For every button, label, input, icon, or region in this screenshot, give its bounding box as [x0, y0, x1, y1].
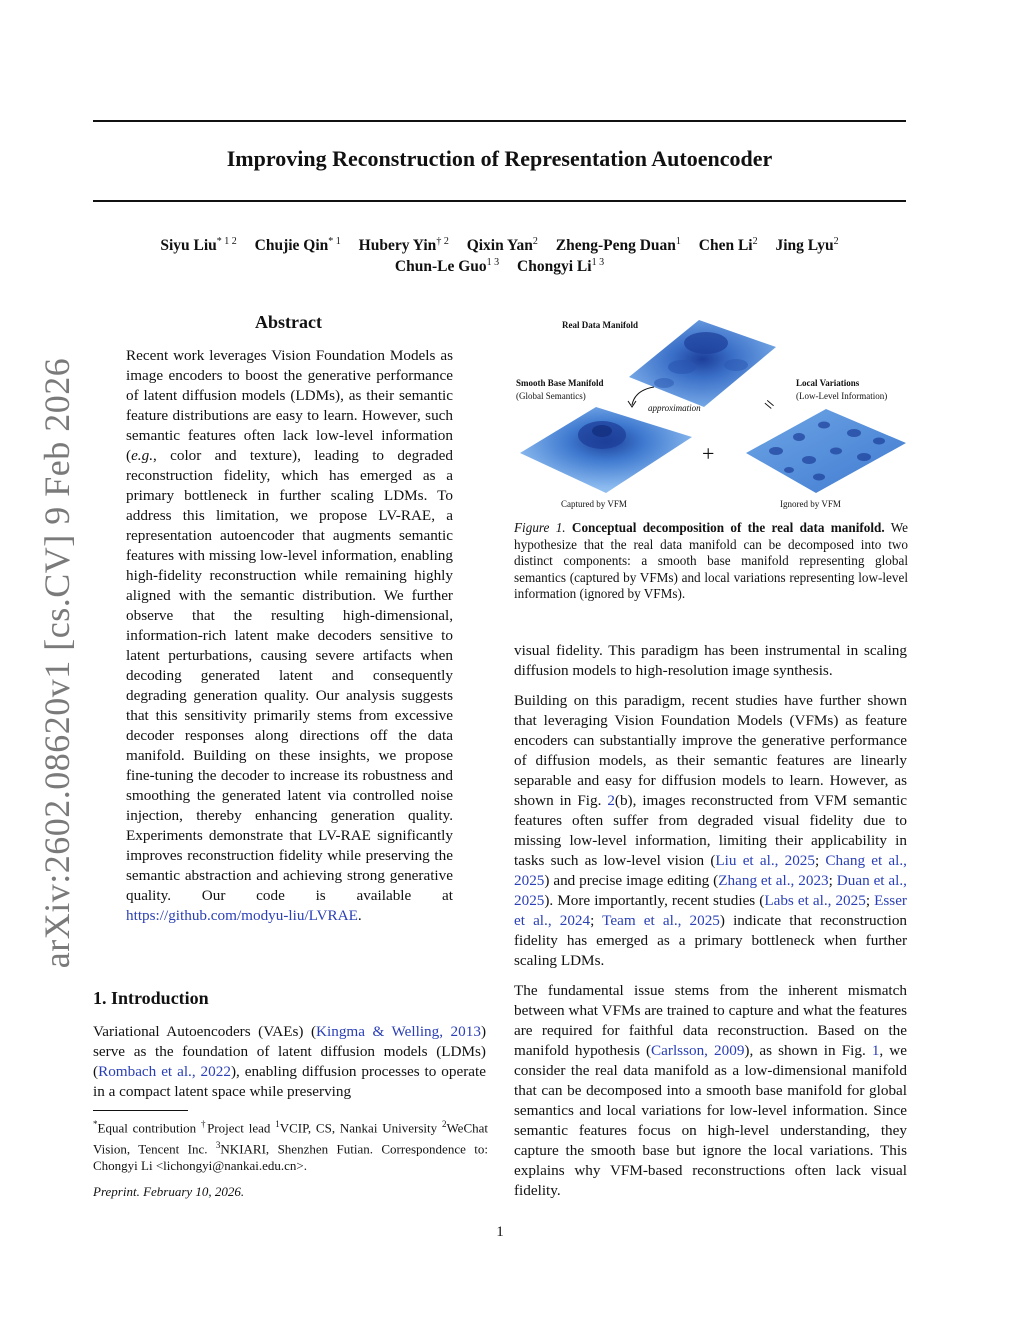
citation-link[interactable]: Liu et al., 2025 [715, 852, 815, 869]
author-list-line-2 [93, 257, 906, 276]
paragraph: Building on this paradigm, recent studies have further shown that leveraging Vision Foundation Models (VFMs) as feature encoders can substantially improve the generative performance of diffusion models, as their semantic features are linearly separable and easy for diffusion models to learn. However, as shown in Fig. 2(b), images reconstructed from VFM semantic features often suffer from degraded visual fidelity due to missing low-level information, limiting their applicability in tasks such as low-level vision (Liu et al., 2025; Chang et al., 2025) and precise image editing (Zhang et al., 2023; Duan et al., 2025). More importantly, recent studies (Labs et al., 2025; Esser et al., 2024; Team et al., 2025) indicate that reconstruction fidelity has emerged as a primary bottleneck when further scaling LDMs. [514, 692, 908, 969]
citation-link[interactable]: Esser et al., 2024 [514, 892, 907, 929]
ignored-by-vfm-label: Ignored by VFM [780, 499, 841, 509]
author-list [93, 236, 906, 255]
local-variations-label: Local Variations [796, 378, 860, 388]
abstract-heading: Abstract [255, 312, 322, 332]
local-variations-sublabel: (Low-Level Information) [796, 391, 888, 401]
author: Jing Lyu$^2$ [775, 236, 839, 255]
author: Siyu Liu$^{* 1 2}$ [160, 236, 237, 255]
author: Qixin Yan$^2$ [466, 236, 538, 255]
equals-sign: = [758, 393, 780, 416]
real-manifold-label: Real Data Manifold [562, 320, 638, 330]
figure-manifold-decomposition [514, 315, 909, 515]
author: Chen Li$^2$ [698, 236, 758, 255]
smooth-manifold-surface [520, 407, 692, 493]
author: Chujie Qin$^{* 1}$ [254, 236, 341, 255]
author: Chongyi $Li^{1 3}$ [517, 257, 605, 276]
author: Zheng-Peng Duan$^1$ [555, 236, 681, 255]
real-manifold-surface [629, 320, 776, 407]
introduction-body: Variational Autoencoders (VAEs) (Kingma & Welling, 2013) serve as the foundation of latent diffusion models (LDMs) (Rombach et al., 2022), enabling diffusion processes to operate in a compact latent space while preserving [93, 1023, 486, 1100]
smooth-manifold-sublabel: (Global Semantics) [516, 391, 586, 401]
arxiv-identifier: arXiv:2602.08620v1 [cs.CV] 9 Feb 2026 [37, 357, 77, 969]
local-variations-surface [746, 409, 906, 493]
title-rule-top [93, 120, 906, 122]
paper-title: Improving Reconstruction of Representation Autoencoder [226, 146, 773, 171]
page-number: 1 [496, 1224, 504, 1240]
preprint-note: Preprint. February 10, 2026. [93, 1184, 245, 1199]
code-repository-link[interactable]: https://github.com/modyu-liu/LVRAE [126, 907, 358, 924]
right-column-body [514, 641, 907, 1211]
paragraph: visual fidelity. This paradigm has been instrumental in scaling diffusion models to high-resolution image synthesis. [514, 642, 907, 679]
citation-link[interactable]: Rombach et al., 2022 [98, 1063, 231, 1080]
figure-reference-link[interactable]: 1 [871, 1042, 880, 1059]
paragraph: The fundamental issue stems from the inherent mismatch between what VFMs are trained to capture and what the features are required for faithful data reconstruction. Based on the manifold hypothesis (Carlsson, 2009), as shown in Fig. 1, we consider the real data manifold as a low-dimensional manifold that can be decomposed into a smooth base manifold for global semantics and local variations for low-level information. Since semantic features focus on high-level understanding, they capture the smooth base but ignore the local variations. This explains why VFM-based reconstructions often lack visual fidelity. [514, 982, 908, 1199]
author: Chun-Le Guo$^{1 3}$ [394, 257, 500, 276]
figure-caption: Figure 1. Conceptual decomposition of the real data manifold. We hypothesize that the real data manifold can be decomposed into two distinct components: a smooth base manifold representing global semantics (captured by VFMs) and local variations representing low-level information (ignored by VFMs). [514, 520, 908, 601]
captured-by-vfm-label: Captured by VFM [561, 499, 627, 509]
author: Hubery Yin$^{\dagger 2}$ [358, 236, 449, 255]
citation-link[interactable]: Kingma & Welling, 2013 [316, 1023, 481, 1040]
citation-link[interactable]: Zhang et al., 2023 [718, 872, 829, 889]
abstract-body: Recent work leverages Vision Foundation Models as image encoders to boost the generative performance of latent diffusion models (LDMs), as their semantic feature distributions are easy to learn. However, such semantic features often lack low-level information (e.g., color and texture), leading to degraded reconstruction fidelity, which has emerged as a primary bottleneck in further scaling LDMs. To address this limitation, we propose LV-RAE, a representation autoencoder that augments semantic features with missing low-level information, enabling high-fidelity reconstruction while remaining highly aligned with the semantic distribution. We further observe that the resulting high-dimensional, information-rich latent make decoders sensitive to latent perturbations, causing severe artifacts when decoding generated latent and consequently degrading generation quality. Our analysis suggests that this sensitivity primarily stems from excessive decoder responses along directions off the data manifold. Building on these insights, we propose fine-tuning the decoder to increase its robustness and smoothing the generated latent via controlled noise injection, thereby enhancing generation quality. Experiments demonstrate that LV-RAE significantly improves reconstruction fidelity while preserving the semantic abstraction and achieving strong generative quality. Our code is available at https://github.com/modyu-liu/LVRAE. [126, 347, 453, 924]
figure-reference-link[interactable]: 2 [607, 792, 615, 809]
footnote-rule [93, 1110, 188, 1111]
approximation-label: approximation [648, 403, 701, 413]
citation-link[interactable]: Carlsson, 2009 [651, 1042, 745, 1059]
citation-link[interactable]: Duan et al., 2025 [514, 872, 907, 909]
citation-link[interactable]: Chang et al., 2025 [514, 852, 907, 889]
affiliation-footnote: *Equal contribution †Project lead $^1$VCIP, CS, Nankai University $^2$WeChat Vision, Tencent Inc. $^3$NKIARI, Shenzhen Futian. Correspondence to: Chongyi Li <lichongyi@nankai.edu.cn>. [93, 1119, 489, 1173]
citation-link[interactable]: Team et al., 2025 [602, 912, 720, 929]
section-heading-introduction: 1. Introduction [93, 988, 209, 1008]
citation-link[interactable]: Labs et al., 2025 [764, 892, 866, 909]
title-rule-bottom [93, 200, 906, 202]
plus-sign: + [702, 441, 715, 466]
smooth-manifold-label: Smooth Base Manifold [516, 378, 604, 388]
